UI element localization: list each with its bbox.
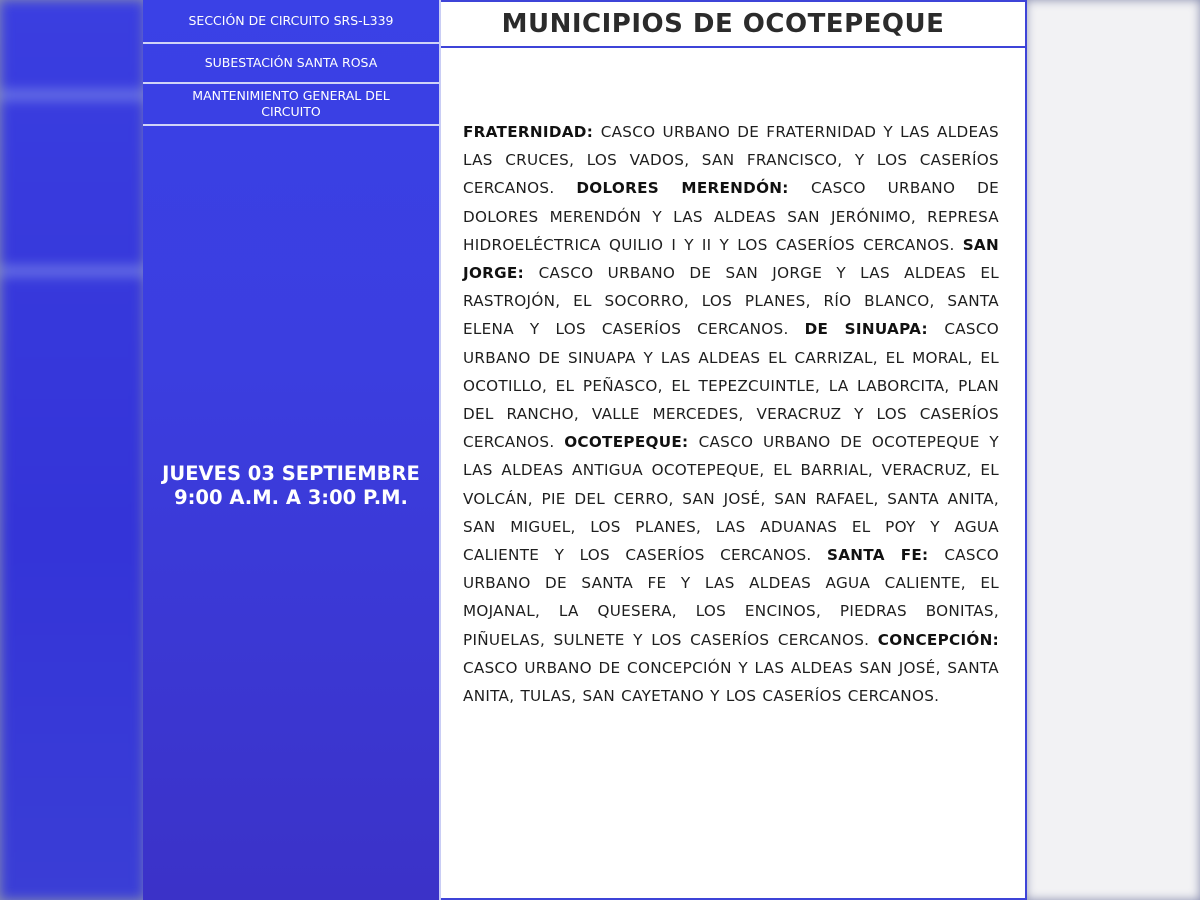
municipalities-list bbox=[463, 118, 999, 710]
outage-notice-card bbox=[143, 0, 1027, 900]
municipality-areas: CASCO URBANO DE DOLORES MERENDÓN Y LAS ALDEAS SAN JERÓNIMO, REPRESA HIDROELÉCTRICA QUILIO I Y II Y LOS CASERÍOS CERCANOS. bbox=[463, 179, 999, 254]
municipality-name: DE SINUAPA: bbox=[804, 320, 945, 339]
municipalities-panel bbox=[441, 0, 1027, 900]
municipality-name: FRATERNIDAD: bbox=[463, 123, 601, 141]
circuit-section-label: SECCIÓN DE CIRCUITO SRS-L339 bbox=[143, 0, 439, 44]
blurred-background-left bbox=[0, 0, 145, 900]
municipality-name: SAN JORGE: bbox=[463, 235, 999, 283]
municipality-areas: CASCO URBANO DE OCOTEPEQUE Y LAS ALDEAS ANTIGUA OCOTEPEQUE, EL BARRIAL, VERACRUZ, EL VOLCÁN, PIE DEL CERRO, SAN JOSÉ, SAN RAFAEL, SANTA ANITA, SAN MIGUEL, LOS PLANES, LAS ADUANAS EL POY Y AGUA CALIENTE Y LOS CASERÍOS CERCANOS. bbox=[463, 433, 999, 565]
maintenance-label: MANTENIMIENTO GENERAL DEL CIRCUITO bbox=[143, 84, 439, 126]
municipality-name: OCOTEPEQUE: bbox=[564, 433, 699, 452]
municipality-name: DOLORES MERENDÓN: bbox=[576, 179, 812, 198]
municipality-areas: CASCO URBANO DE SINUAPA Y LAS ALDEAS EL CARRIZAL, EL MORAL, EL OCOTILLO, EL PEÑASCO, EL TEPEZCUINTLE, LA LABORCITA, PLAN DEL RANCHO, VALLE MERCEDES, VERACRUZ Y LOS CASERÍOS CERCANOS. bbox=[463, 320, 1000, 452]
municipality-areas: CASCO URBANO DE SAN JORGE Y LAS ALDEAS EL RASTROJÓN, EL SOCORRO, LOS PLANES, RÍO BLANCO, SANTA ELENA Y LOS CASERÍOS CERCANOS. bbox=[463, 264, 999, 339]
circuit-info-panel bbox=[143, 0, 441, 900]
substation-label: SUBESTACIÓN SANTA ROSA bbox=[143, 44, 439, 84]
municipality-name: SANTA FE: bbox=[826, 546, 945, 565]
municipality-areas: CASCO URBANO DE SANTA FE Y LAS ALDEAS AGUA CALIENTE, EL MOJANAL, LA QUESERA, LOS ENCINOS, PIEDRAS BONITAS, PIÑUELAS, SULNETE Y LOS CASERÍOS CERCANOS. bbox=[463, 546, 1000, 649]
municipality-areas: CASCO URBANO DE FRATERNIDAD Y LAS ALDEAS LAS CRUCES, LOS VADOS, SAN FRANCISCO, Y LOS CASERÍOS CERCANOS. bbox=[463, 123, 999, 198]
schedule-block bbox=[143, 462, 439, 510]
municipality-areas: CASCO URBANO DE CONCEPCIÓN Y LAS ALDEAS SAN JOSÉ, SANTA ANITA, TULAS, SAN CAYETANO Y LOS CASERÍOS CERCANOS. bbox=[463, 658, 999, 706]
municipality-name: CONCEPCIÓN: bbox=[877, 630, 999, 649]
blurred-background-right bbox=[1026, 0, 1200, 900]
schedule-date: JUEVES 03 SEPTIEMBRE bbox=[162, 462, 420, 485]
schedule-time: 9:00 A.M. A 3:00 P.M. bbox=[174, 486, 408, 509]
municipalities-title: MUNICIPIOS DE OCOTEPEQUE bbox=[441, 2, 1025, 48]
